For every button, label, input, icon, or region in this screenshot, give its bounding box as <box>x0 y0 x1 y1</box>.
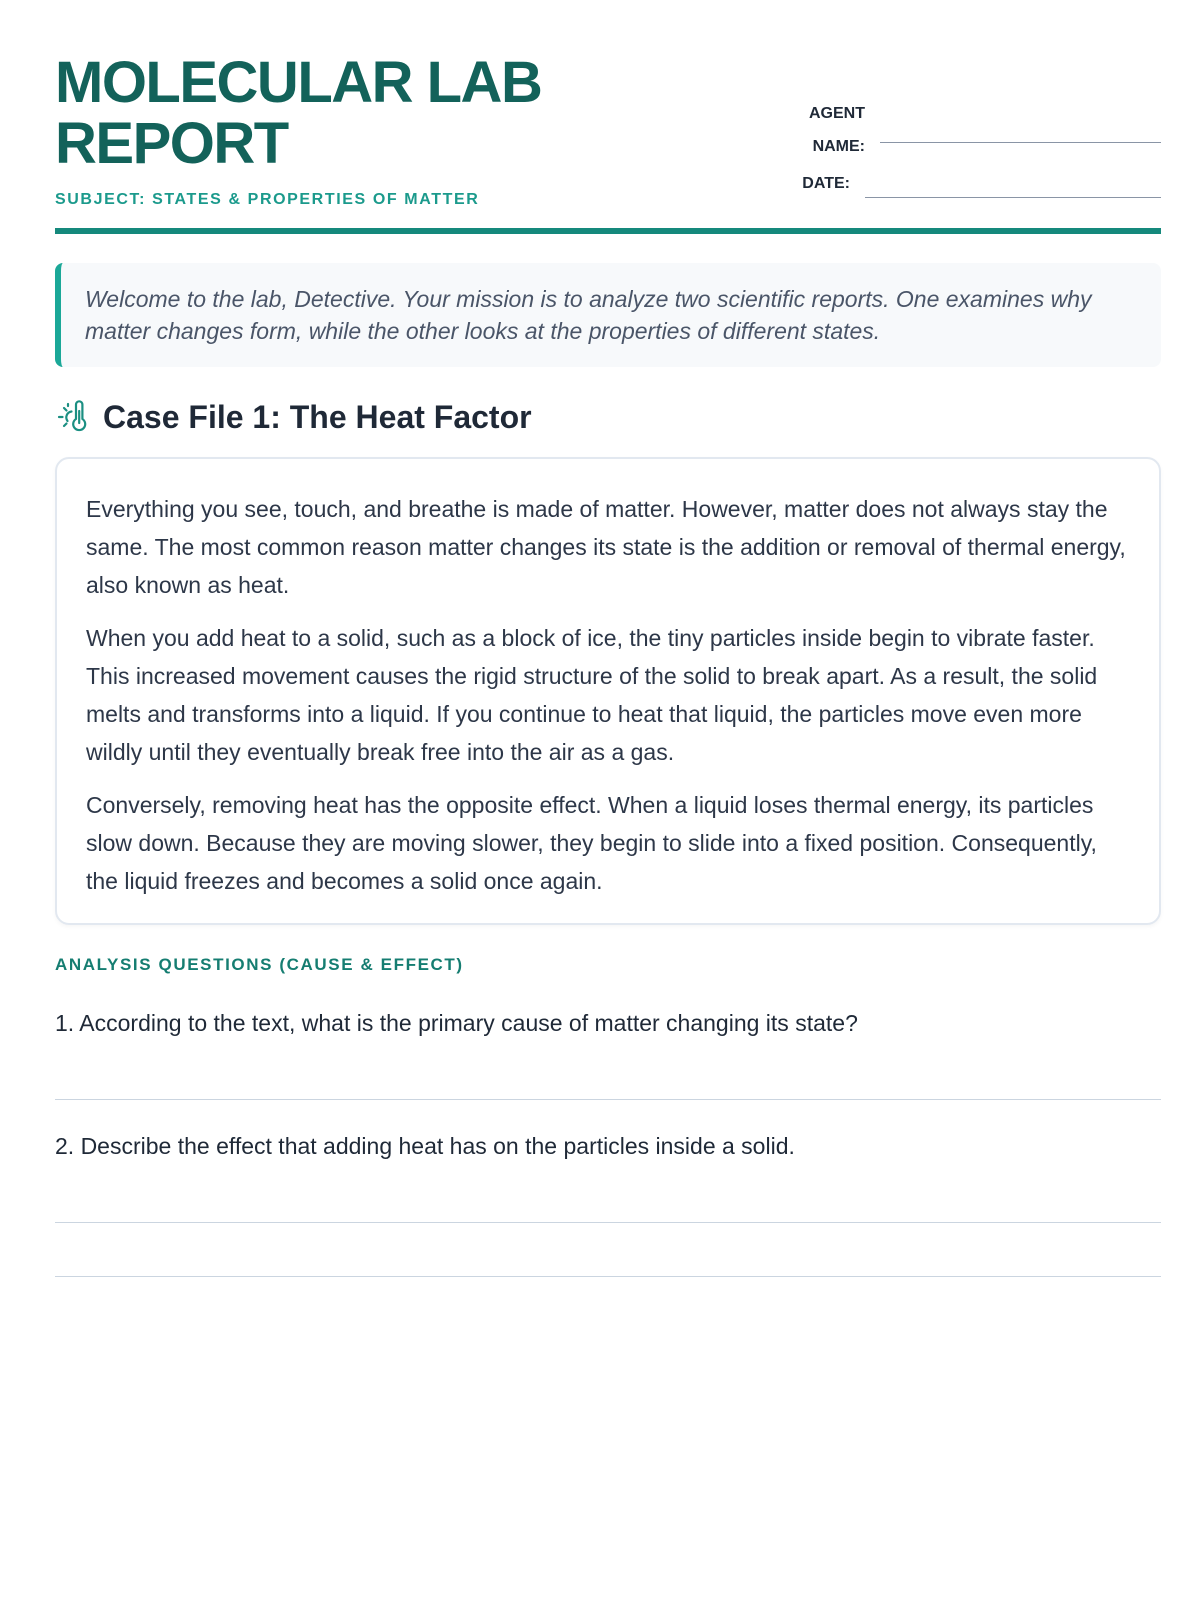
page-title <box>55 52 615 174</box>
case-file-passage <box>55 457 1161 925</box>
report-header <box>55 52 1161 228</box>
subject-label: SUBJECT: STATES & PROPERTIES OF MATTER <box>55 191 480 208</box>
answer-line-2b[interactable] <box>55 1276 1161 1277</box>
case-file-heading <box>55 395 532 439</box>
passage-paragraph: Conversely, removing heat has the opposite effect. When a liquid loses thermal energy, its particles slow down. Because they are moving slower, they begin to slide into a fixed position. Consequently, the liquid freezes and becomes a solid once again. <box>86 792 1097 894</box>
agent-label-line-2: NAME: <box>812 138 865 155</box>
answer-line-1[interactable] <box>55 1099 1161 1100</box>
passage-paragraph: Everything you see, touch, and breathe is made of matter. However, matter does not always stay the same. The most common reason matter changes its state is the addition or removal of thermal energy, also known as heat. <box>86 496 1126 598</box>
question-2: 2. Describe the effect that adding heat has on the particles inside a solid. <box>55 1133 795 1159</box>
case-file-title: Case File 1: The Heat Factor <box>103 398 532 435</box>
title-line-2: REPORT <box>55 111 288 176</box>
intro-callout: Welcome to the lab, Detective. Your mission is to analyze two scientific reports. One examines why matter changes form, while the other looks at the properties of different states. <box>55 263 1161 367</box>
question-1: 1. According to the text, what is the primary cause of matter changing its state? <box>55 1010 858 1036</box>
agent-label-line-1: AGENT <box>809 105 865 122</box>
thermometer-heat-icon <box>55 399 91 435</box>
agent-name-label <box>785 97 865 163</box>
answer-line-2a[interactable] <box>55 1222 1161 1223</box>
date-label: DATE: <box>802 175 850 192</box>
analysis-section-label: ANALYSIS QUESTIONS (CAUSE & EFFECT) <box>55 955 464 974</box>
title-line-1: MOLECULAR LAB <box>55 50 542 115</box>
date-field[interactable] <box>865 197 1161 198</box>
passage-paragraph: When you add heat to a solid, such as a block of ice, the tiny particles inside begin to vibrate faster. This increased movement causes the rigid structure of the solid to break apart. As a result, the solid melts and transforms into a liquid. If you continue to heat that liquid, the particles move even more wildly until they eventually break free into the air as a gas. <box>86 625 1098 765</box>
agent-name-field[interactable] <box>880 142 1161 143</box>
header-divider <box>55 228 1161 234</box>
